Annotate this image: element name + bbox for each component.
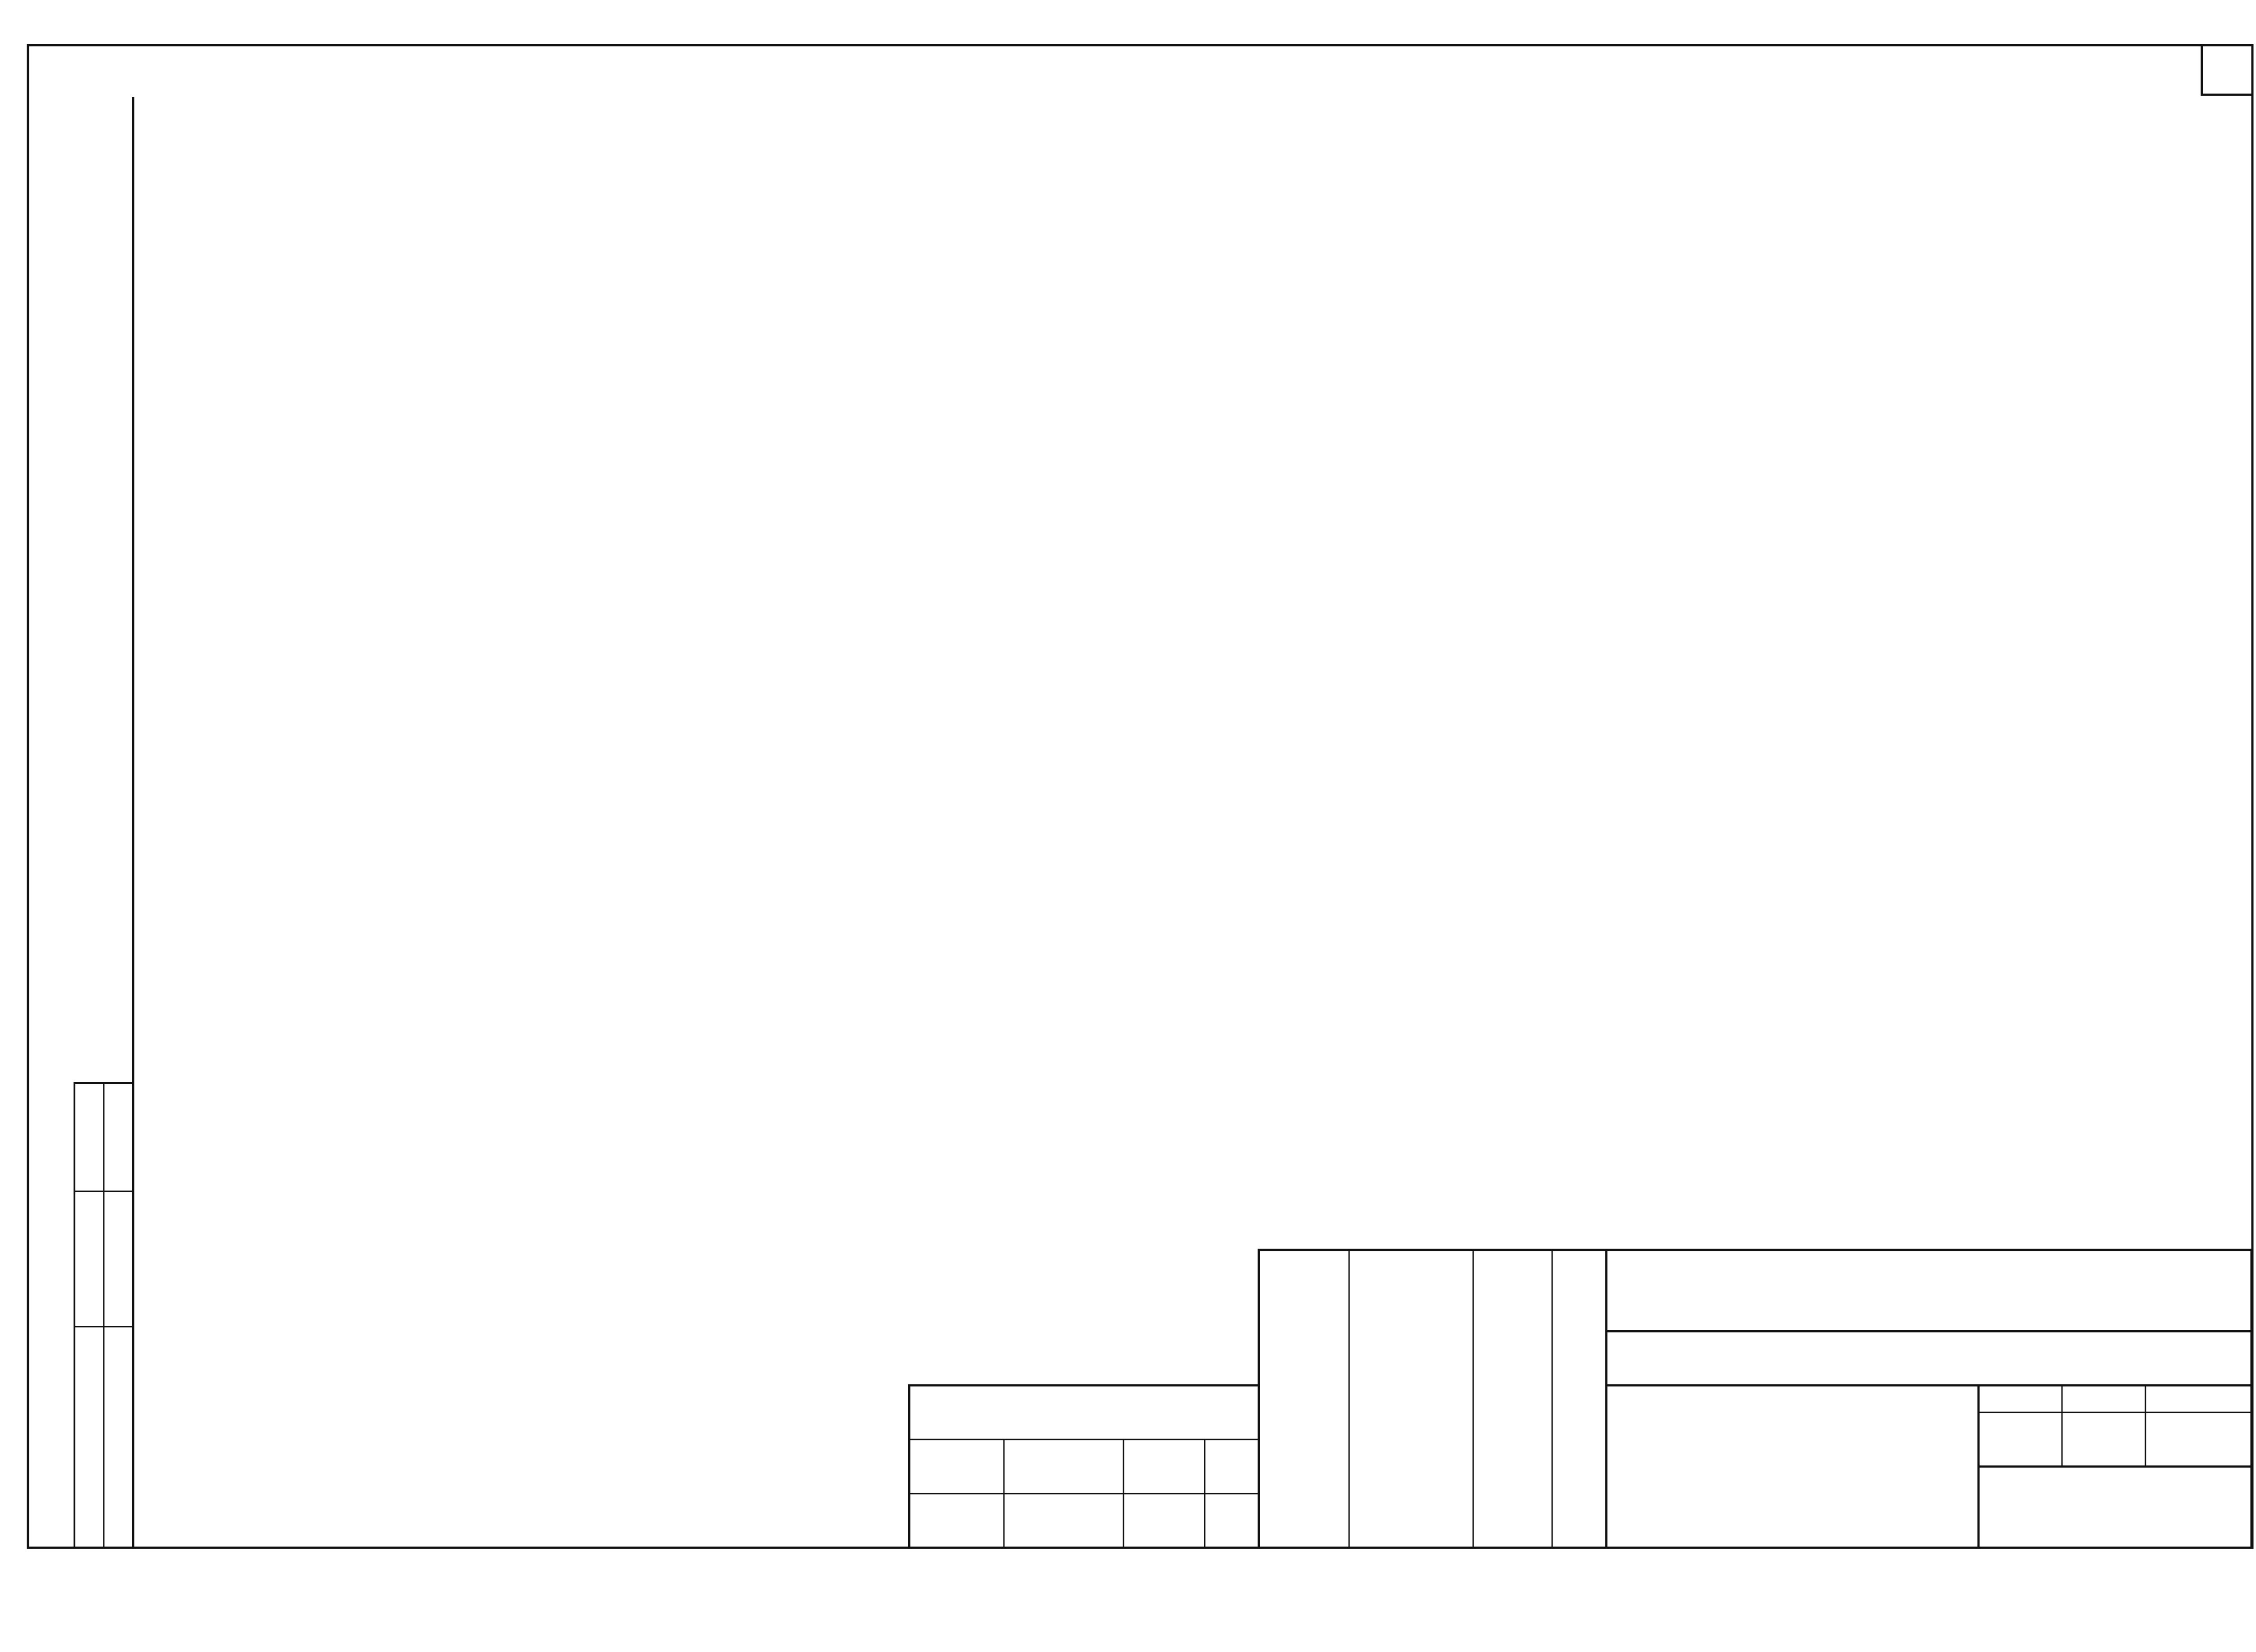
sheet-number-box: [2202, 45, 2252, 95]
drawing-frame: [28, 45, 2252, 1548]
title-block: [909, 1250, 2251, 1548]
left-signature-strip: [74, 1083, 133, 1548]
